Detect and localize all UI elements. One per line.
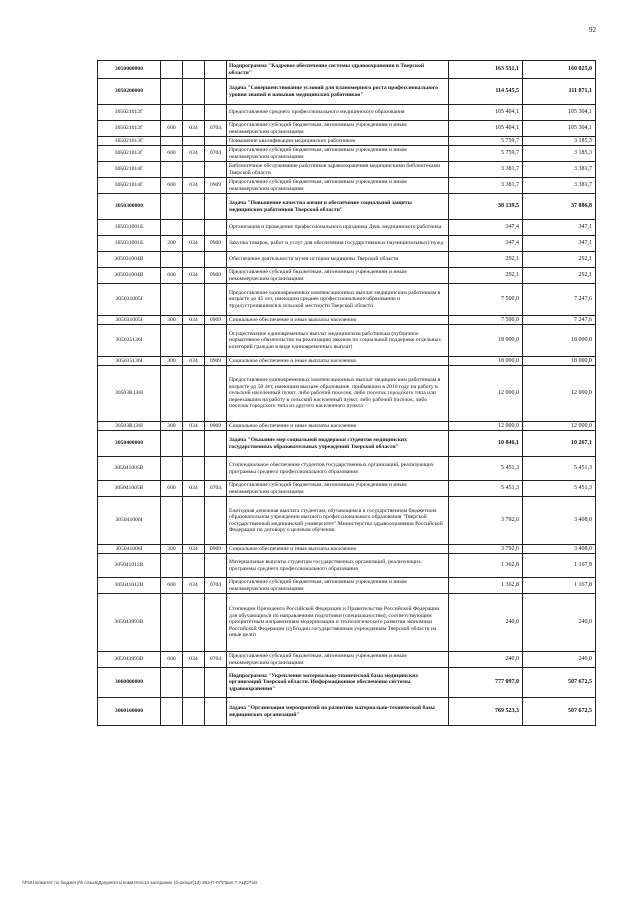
department-code-cell: 034: [183, 268, 205, 284]
expense-type-cell: [161, 497, 183, 545]
item-name-cell: Предоставление субсидий бюджетным, автономным учреждениям и иным некоммерческим организациям: [227, 578, 449, 594]
table-row: [98, 146, 596, 162]
item-name-cell: Задача "Оказание мер социальной поддержки студентов медицинских государственных образовательных учреждений Тверской области": [227, 431, 449, 457]
department-code-cell: 034: [183, 422, 205, 431]
table-row: [98, 698, 596, 726]
table-row: [98, 316, 596, 325]
item-name-cell: Предоставление субсидий бюджетным, автономным учреждениям и иным некоммерческим организациям: [227, 268, 449, 284]
department-code-cell: 034: [183, 652, 205, 668]
department-code-cell: [183, 431, 205, 457]
department-code-cell: [183, 325, 205, 357]
item-name-cell: Задача "Повышение качества жизни и обеспечение социальной защиты медицинских работников Тверской области": [227, 194, 449, 220]
item-name-cell: Социальное обеспечение и иные выплаты населению: [227, 545, 449, 554]
expense-type-cell: 600: [161, 178, 183, 194]
table-row: [98, 194, 596, 220]
section-code-cell: [205, 61, 227, 79]
amount-executed-cell: 1 167,8: [523, 554, 596, 578]
target-code-cell: 305031001Б: [98, 220, 161, 236]
target-code-cell: 3060000000: [98, 668, 161, 698]
section-code-cell: [205, 137, 227, 146]
item-name-cell: Предоставление среднего профессионального медицинского образования: [227, 105, 449, 121]
section-code-cell: [205, 497, 227, 545]
target-code-cell: 305021012Г: [98, 105, 161, 121]
budget-table-body: [98, 61, 596, 726]
table-row: [98, 236, 596, 252]
amount-executed-cell: 3 408,0: [523, 497, 596, 545]
section-code-cell: 0909: [205, 545, 227, 554]
item-name-cell: Ежегодная денежная выплата студентам, обучающимся в государственном бюджетном образовательном учреждении высшего профессионального образования "Тверской государственный медицинский университет" Министерства здравоохранения Российской Федерации по договору о целевом обучении: [227, 497, 449, 545]
item-name-cell: Подпрограмма "Укрепление материально-технической базы медицинских организаций Тверской области. Информационное обеспечение системы здравоохранения": [227, 668, 449, 698]
amount-planned-cell: 163 531,1: [449, 61, 523, 79]
amount-executed-cell: 1 167,8: [523, 578, 596, 594]
expense-type-cell: 300: [161, 545, 183, 554]
item-name-cell: Предоставление субсидий бюджетным, автономным учреждениям и иным некоммерческим организациям: [227, 178, 449, 194]
department-code-cell: 034: [183, 316, 205, 325]
department-code-cell: [183, 162, 205, 178]
table-row: [98, 431, 596, 457]
amount-executed-cell: 160 025,0: [523, 61, 596, 79]
item-name-cell: Задача "Организация мероприятий по развитию материально-технической базы медицинских организаций": [227, 698, 449, 726]
expense-type-cell: [161, 366, 183, 422]
amount-executed-cell: 3 381,7: [523, 162, 596, 178]
amount-planned-cell: 5 759,7: [449, 137, 523, 146]
table-row: [98, 545, 596, 554]
table-row: [98, 61, 596, 79]
amount-planned-cell: 777 097,0: [449, 668, 523, 698]
section-code-cell: [205, 698, 227, 726]
section-code-cell: [205, 79, 227, 105]
target-code-cell: 305041006І: [98, 497, 161, 545]
expense-type-cell: 600: [161, 268, 183, 284]
amount-executed-cell: 3 185,3: [523, 137, 596, 146]
expense-type-cell: [161, 668, 183, 698]
expense-type-cell: 300: [161, 316, 183, 325]
expense-type-cell: [161, 431, 183, 457]
amount-executed-cell: 292,1: [523, 252, 596, 268]
table-row: [98, 121, 596, 137]
expense-type-cell: 600: [161, 578, 183, 594]
department-code-cell: [183, 698, 205, 726]
item-name-cell: Стипендии Президента Российской Федерации и Правительства Российской Федерации для обучающихся по направлениям подготовки (специальностям), соответствующим приоритетным направлениям модернизации и технологического развития экономики Российской Федерации (субсидии государственным учреждениям Тверской области на иные цели): [227, 594, 449, 652]
table-row: [98, 652, 596, 668]
section-code-cell: [205, 431, 227, 457]
target-code-cell: 305031004В: [98, 252, 161, 268]
amount-executed-cell: 18 000,0: [523, 357, 596, 366]
table-row: [98, 457, 596, 481]
target-code-cell: 305021013Г: [98, 146, 161, 162]
file-path-footer: \\Fs01\комитет по бюджету\6 созыв\Документы комитета\13 заседание (б-ра\upr(13) 382-П-07\Прил 7 АЦСР.xls: [22, 880, 258, 885]
section-code-cell: 0909: [205, 178, 227, 194]
section-code-cell: 0704: [205, 652, 227, 668]
amount-planned-cell: 7 500,0: [449, 284, 523, 316]
table-row: [98, 578, 596, 594]
amount-executed-cell: 7 247,6: [523, 284, 596, 316]
expense-type-cell: [161, 698, 183, 726]
table-row: [98, 178, 596, 194]
amount-planned-cell: 105 404,1: [449, 105, 523, 121]
target-code-cell: 305035136І: [98, 357, 161, 366]
table-row: [98, 284, 596, 316]
expense-type-cell: [161, 220, 183, 236]
amount-planned-cell: 769 523,3: [449, 698, 523, 726]
expense-type-cell: [161, 61, 183, 79]
amount-executed-cell: 3 408,0: [523, 545, 596, 554]
amount-planned-cell: 292,1: [449, 252, 523, 268]
amount-executed-cell: 12 000,0: [523, 366, 596, 422]
department-code-cell: [183, 594, 205, 652]
amount-planned-cell: 347,4: [449, 220, 523, 236]
department-code-cell: [183, 497, 205, 545]
table-row: [98, 105, 596, 121]
item-name-cell: Материальные выплаты студентам государственных организаций, реализующих программы среднего профессионального образования: [227, 554, 449, 578]
expense-type-cell: 600: [161, 146, 183, 162]
amount-planned-cell: 12 000,0: [449, 366, 523, 422]
target-code-cell: 305041006І: [98, 545, 161, 554]
section-code-cell: [205, 220, 227, 236]
target-code-cell: 305041012В: [98, 554, 161, 578]
section-code-cell: [205, 366, 227, 422]
department-code-cell: 034: [183, 178, 205, 194]
section-code-cell: 0909: [205, 316, 227, 325]
amount-planned-cell: 1 362,8: [449, 578, 523, 594]
table-row: [98, 79, 596, 105]
item-name-cell: Предоставление единовременных компенсационных выплат медицинским работникам в возрасте до 50 лет, имеющим высшее образование, прибывшим в 2016 году на работу в сельский населенный пункт, либо рабочий поселок, либо поселок городского типа или переехавшим на работу в сельский населенный пункт, либо рабочий поселок, либо поселок городского типа из другого населенного пункта: [227, 366, 449, 422]
department-code-cell: [183, 220, 205, 236]
item-name-cell: Социальное обеспечение и иные выплаты населению: [227, 357, 449, 366]
amount-planned-cell: 3 792,0: [449, 545, 523, 554]
amount-planned-cell: 5 759,7: [449, 146, 523, 162]
item-name-cell: Социальное обеспечение и иные выплаты населению: [227, 422, 449, 431]
target-code-cell: 305021014Г: [98, 178, 161, 194]
target-code-cell: 305031004В: [98, 268, 161, 284]
amount-planned-cell: 3 381,7: [449, 178, 523, 194]
department-code-cell: [183, 79, 205, 105]
item-name-cell: Социальное обеспечение и иные выплаты населению: [227, 316, 449, 325]
expense-type-cell: [161, 105, 183, 121]
department-code-cell: 034: [183, 357, 205, 366]
item-name-cell: Предоставление единовременных компенсационных выплат медицинским работникам в возрасте до 45 лет, имеющим среднее профессиональное образование и трудоустроившимся в сельской местности Тверской области: [227, 284, 449, 316]
expense-type-cell: 600: [161, 121, 183, 137]
table-row: [98, 252, 596, 268]
target-code-cell: 305021014Г: [98, 162, 161, 178]
budget-table: [97, 60, 596, 726]
table-row: [98, 268, 596, 284]
amount-planned-cell: 292,1: [449, 268, 523, 284]
target-code-cell: 305021013Г: [98, 137, 161, 146]
expense-type-cell: [161, 554, 183, 578]
expense-type-cell: [161, 252, 183, 268]
section-code-cell: 0909: [205, 268, 227, 284]
expense-type-cell: [161, 162, 183, 178]
department-code-cell: 034: [183, 236, 205, 252]
target-code-cell: 305043893В: [98, 652, 161, 668]
amount-planned-cell: 5 451,3: [449, 457, 523, 481]
target-code-cell: 30503R136І: [98, 422, 161, 431]
amount-planned-cell: 12 000,0: [449, 422, 523, 431]
department-code-cell: 034: [183, 578, 205, 594]
expense-type-cell: 600: [161, 652, 183, 668]
amount-planned-cell: 7 500,0: [449, 316, 523, 325]
amount-planned-cell: 10 846,1: [449, 431, 523, 457]
item-name-cell: Предоставление субсидий бюджетным, автономным учреждениям и иным некоммерческим организациям: [227, 146, 449, 162]
expense-type-cell: [161, 457, 183, 481]
department-code-cell: 034: [183, 146, 205, 162]
department-code-cell: 034: [183, 121, 205, 137]
section-code-cell: [205, 162, 227, 178]
amount-planned-cell: 5 451,3: [449, 481, 523, 497]
target-code-cell: 305021012Г: [98, 121, 161, 137]
amount-executed-cell: 7 247,6: [523, 316, 596, 325]
department-code-cell: [183, 457, 205, 481]
amount-executed-cell: 3 185,3: [523, 146, 596, 162]
section-code-cell: 0704: [205, 121, 227, 137]
item-name-cell: Предоставление субсидий бюджетным, автономным учреждениям и иным некоммерческим организациям: [227, 121, 449, 137]
amount-executed-cell: 10 267,1: [523, 431, 596, 457]
amount-executed-cell: 292,1: [523, 268, 596, 284]
department-code-cell: [183, 105, 205, 121]
section-code-cell: [205, 554, 227, 578]
table-row: [98, 220, 596, 236]
amount-planned-cell: 114 545,5: [449, 79, 523, 105]
amount-executed-cell: 105 304,1: [523, 121, 596, 137]
target-code-cell: 305043893В: [98, 594, 161, 652]
amount-executed-cell: 240,0: [523, 594, 596, 652]
department-code-cell: [183, 252, 205, 268]
amount-executed-cell: 5 451,3: [523, 457, 596, 481]
department-code-cell: 034: [183, 481, 205, 497]
section-code-cell: 0909: [205, 357, 227, 366]
item-name-cell: Закупка товаров, работ и услуг для обеспечения государственных (муниципальных) нужд: [227, 236, 449, 252]
table-row: [98, 497, 596, 545]
section-code-cell: 0704: [205, 578, 227, 594]
section-code-cell: 0704: [205, 146, 227, 162]
amount-executed-cell: 347,1: [523, 220, 596, 236]
table-row: [98, 366, 596, 422]
section-code-cell: [205, 457, 227, 481]
amount-planned-cell: 1 362,8: [449, 554, 523, 578]
table-row: [98, 422, 596, 431]
department-code-cell: 034: [183, 545, 205, 554]
amount-planned-cell: 240,0: [449, 652, 523, 668]
amount-planned-cell: 3 381,7: [449, 162, 523, 178]
item-name-cell: Осуществление единовременных выплат медицинским работникам (публичное нормативное обязательство на реализацию законов по социальной поддержке отдельных категорий граждан в виде единовременных выплат): [227, 325, 449, 357]
expense-type-cell: [161, 325, 183, 357]
department-code-cell: [183, 366, 205, 422]
department-code-cell: [183, 194, 205, 220]
amount-planned-cell: 347,4: [449, 236, 523, 252]
table-row: [98, 137, 596, 146]
section-code-cell: [205, 194, 227, 220]
target-code-cell: 305041012В: [98, 578, 161, 594]
item-name-cell: Подпрограмма "Кадровое обеспечение системы здравоохранения в Тверской области": [227, 61, 449, 79]
amount-executed-cell: 3 381,7: [523, 178, 596, 194]
target-code-cell: 3050400000: [98, 431, 161, 457]
item-name-cell: Повышение квалификации медицинских работников: [227, 137, 449, 146]
amount-executed-cell: 347,1: [523, 236, 596, 252]
table-row: [98, 554, 596, 578]
target-code-cell: 305031001Б: [98, 236, 161, 252]
section-code-cell: [205, 594, 227, 652]
target-code-cell: 305041005В: [98, 481, 161, 497]
section-code-cell: [205, 284, 227, 316]
expense-type-cell: 300: [161, 357, 183, 366]
expense-type-cell: [161, 594, 183, 652]
amount-planned-cell: 240,0: [449, 594, 523, 652]
target-code-cell: 3050200000: [98, 79, 161, 105]
item-name-cell: Предоставление субсидий бюджетным, автономным учреждениям и иным некоммерческим организациям: [227, 652, 449, 668]
target-code-cell: 3050000000: [98, 61, 161, 79]
section-code-cell: 0909: [205, 422, 227, 431]
department-code-cell: [183, 137, 205, 146]
page-number: 92: [589, 26, 596, 34]
table-row: [98, 325, 596, 357]
table-row: [98, 668, 596, 698]
section-code-cell: [205, 668, 227, 698]
amount-planned-cell: 105 404,1: [449, 121, 523, 137]
department-code-cell: [183, 284, 205, 316]
target-code-cell: 3050300000: [98, 194, 161, 220]
section-code-cell: 0704: [205, 481, 227, 497]
item-name-cell: Библиотечное обслуживание работников здравоохранения медицинскими библиотеками Тверской области: [227, 162, 449, 178]
department-code-cell: [183, 554, 205, 578]
section-code-cell: 0909: [205, 236, 227, 252]
amount-executed-cell: 18 000,0: [523, 325, 596, 357]
section-code-cell: [205, 325, 227, 357]
amount-planned-cell: 18 000,0: [449, 357, 523, 366]
department-code-cell: [183, 61, 205, 79]
amount-executed-cell: 507 672,5: [523, 698, 596, 726]
target-code-cell: 305035136І: [98, 325, 161, 357]
amount-executed-cell: 105 304,1: [523, 105, 596, 121]
amount-executed-cell: 240,0: [523, 652, 596, 668]
expense-type-cell: 300: [161, 422, 183, 431]
expense-type-cell: [161, 194, 183, 220]
amount-planned-cell: 3 792,0: [449, 497, 523, 545]
expense-type-cell: [161, 79, 183, 105]
item-name-cell: Стипендиальное обеспечение студентов государственных организаций, реализующих программы среднего профессионального образования: [227, 457, 449, 481]
item-name-cell: Предоставление субсидий бюджетным, автономным учреждениям и иным некоммерческим организациям: [227, 481, 449, 497]
amount-executed-cell: 507 672,5: [523, 668, 596, 698]
item-name-cell: Задача "Совершенствование условий для планомерного роста профессионального уровня знаний и навыков медицинских работников": [227, 79, 449, 105]
department-code-cell: [183, 668, 205, 698]
table-row: [98, 594, 596, 652]
target-code-cell: 305031005І: [98, 316, 161, 325]
target-code-cell: 305031005І: [98, 284, 161, 316]
amount-executed-cell: 37 886,8: [523, 194, 596, 220]
expense-type-cell: 200: [161, 236, 183, 252]
expense-type-cell: [161, 284, 183, 316]
item-name-cell: Организация и проведение профессионального праздника День медицинского работника: [227, 220, 449, 236]
table-row: [98, 162, 596, 178]
amount-executed-cell: 5 451,3: [523, 481, 596, 497]
amount-executed-cell: 12 000,0: [523, 422, 596, 431]
amount-planned-cell: 38 139,5: [449, 194, 523, 220]
table-row: [98, 481, 596, 497]
table-row: [98, 357, 596, 366]
amount-planned-cell: 18 000,0: [449, 325, 523, 357]
section-code-cell: [205, 105, 227, 121]
target-code-cell: 3060100000: [98, 698, 161, 726]
item-name-cell: Обеспечение деятельности музея истории медицины Тверской области: [227, 252, 449, 268]
target-code-cell: 30503R136І: [98, 366, 161, 422]
amount-executed-cell: 111 871,1: [523, 79, 596, 105]
section-code-cell: [205, 252, 227, 268]
expense-type-cell: [161, 137, 183, 146]
expense-type-cell: 600: [161, 481, 183, 497]
target-code-cell: 305041005В: [98, 457, 161, 481]
